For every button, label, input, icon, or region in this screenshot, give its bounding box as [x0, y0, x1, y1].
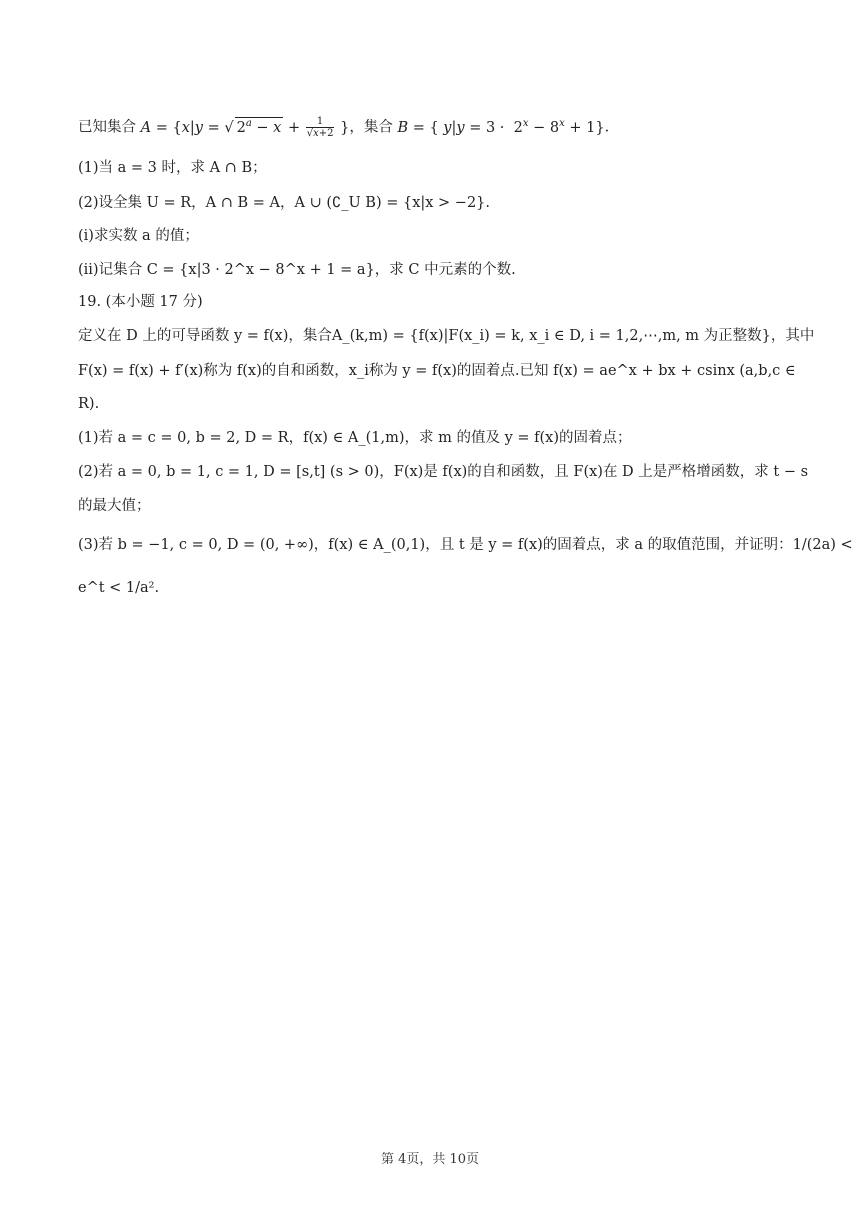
problem18-intro	[78, 116, 609, 139]
problem19-header: 19. (本小题 17 分)	[78, 294, 203, 310]
problem18-intro-mid: ，集合	[349, 119, 393, 136]
problem18-intro-suffix: .	[604, 119, 610, 136]
problem18-part2-ii: (ii)记集合 C = {x|3 · 2^x − 8^x + 1 = a}，求 C 中元素的个数.	[78, 262, 516, 278]
set-b-formula: B = { $y|y = 3 \cdot 2^x - 8^x + 1$}	[397, 117, 605, 136]
problem18-part2-i: (i)求实数 a 的值；	[78, 228, 199, 244]
problem19-def-line3: R).	[78, 396, 100, 412]
problem18-part2: (2)设全集 U = R，A ∩ B = A，A ∪ (∁_U B) = {x|x > −2}.	[78, 195, 491, 211]
problem18-intro-prefix: 已知集合	[78, 119, 136, 136]
problem19-part2-line2: 的最大值；	[78, 498, 151, 514]
problem19-def-line2: F(x) = f(x) + f′(x)称为 f(x)的自和函数，x_i称为 y = f(x)的固着点.已知 f(x) = ae^x + bx + csinx (a,b,c ∈	[78, 363, 796, 379]
problem19-part1: (1)若 a = c = 0, b = 2, D = R，f(x) ∈ A_(1,m)，求 m 的值及 y = f(x)的固着点；	[78, 430, 632, 446]
problem19-def-line1: 定义在 D 上的可导函数 y = f(x)，集合A_(k,m) = {f(x)|F(x_i) = k, x_i ∈ D, i = 1,2,⋯,m, m 为正整数}，其中	[78, 328, 815, 344]
page-number-footer: 第 4页，共 10页	[380, 1152, 480, 1167]
problem18-part1: (1)当 a = 3 时，求 A ∩ B；	[78, 160, 267, 176]
problem19-part3-line1: (3)若 b = −1, c = 0, D = (0, +∞)，f(x) ∈ A_(0,1)，且 t 是 y = f(x)的固着点，求 a 的取值范围，并证明：1/(2a) <	[78, 537, 853, 553]
problem19-part2-line1: (2)若 a = 0, b = 1, c = 1, D = [s,t] (s > 0)，F(x)是 f(x)的自和函数，且 F(x)在 D 上是严格增函数，求 t − s	[78, 464, 809, 480]
set-a-formula: A = {x|y = √ $2^a - x$ + $\frac{1}{√x+2}$ }	[140, 116, 350, 139]
problem19-part3-line2: e^t < 1/a².	[78, 580, 160, 596]
